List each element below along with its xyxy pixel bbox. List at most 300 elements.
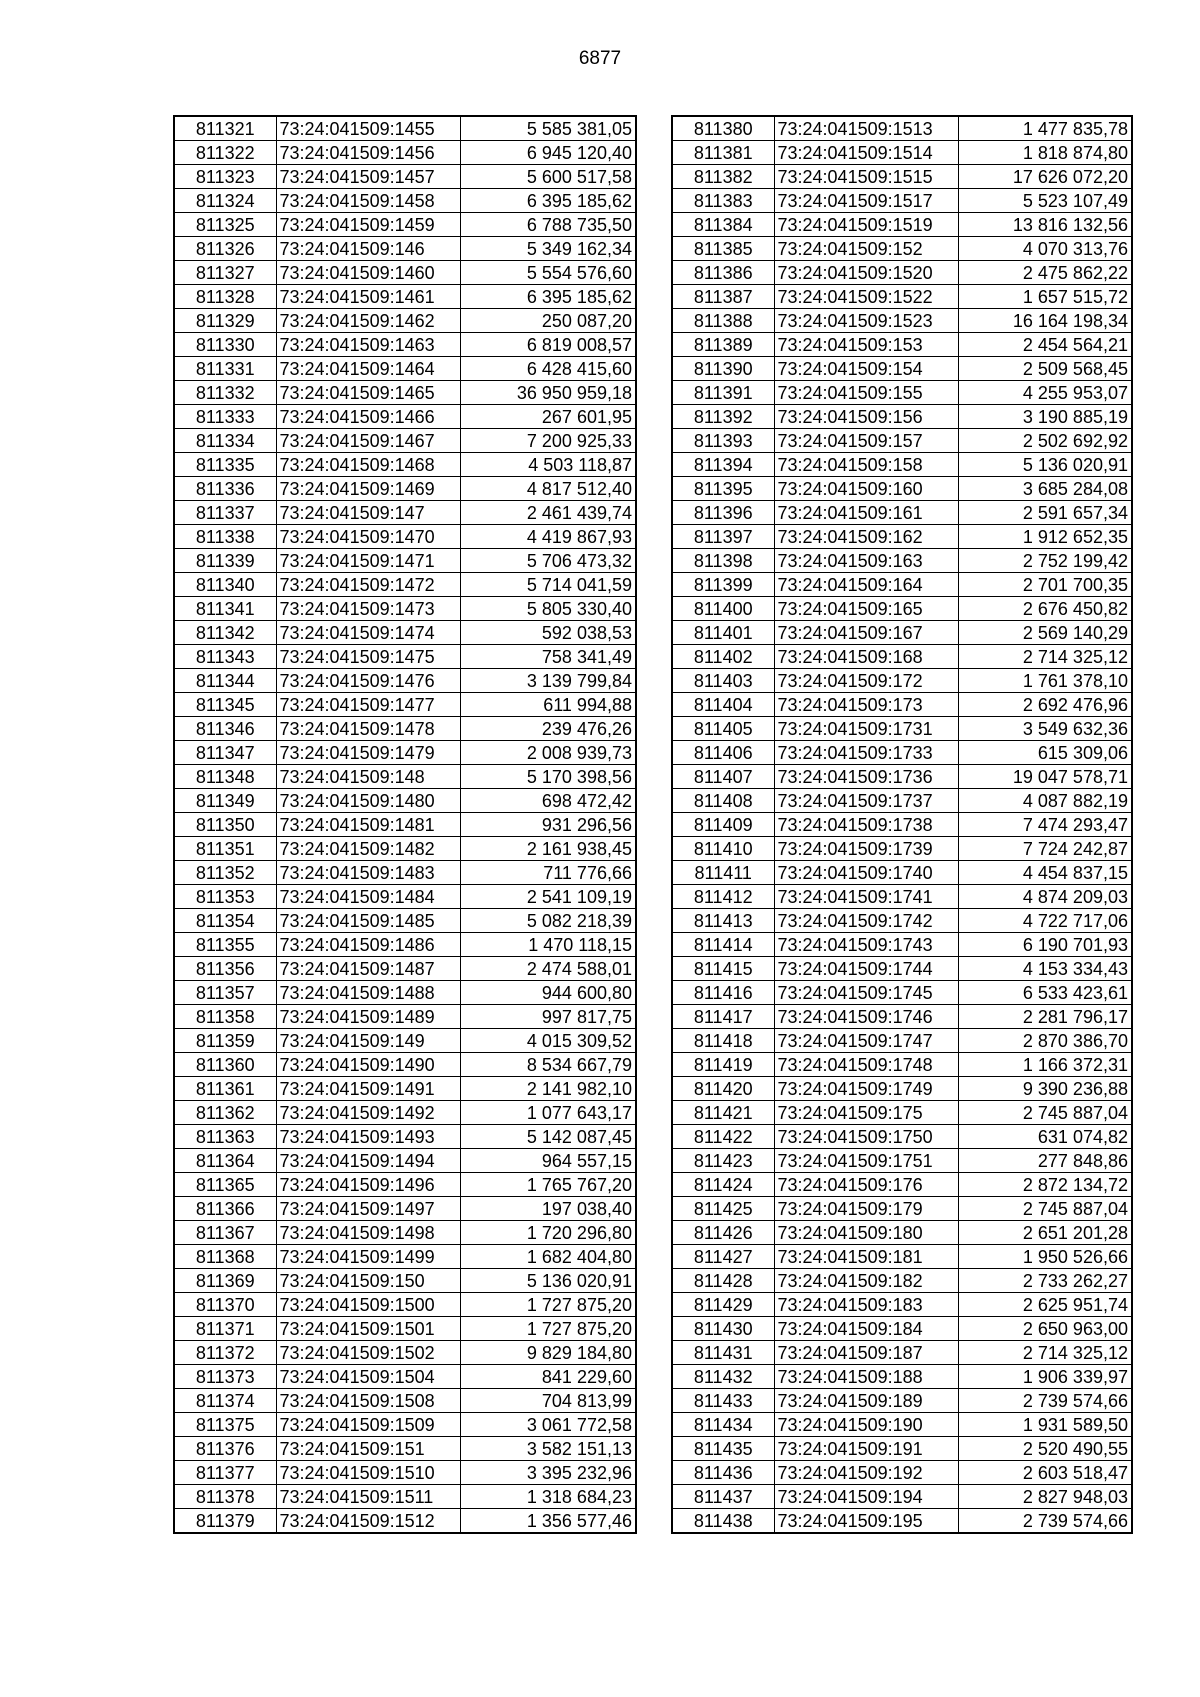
cadastral-number-cell: 73:24:041509:1509 — [276, 1413, 460, 1437]
cadastral-number-cell: 73:24:041509:1523 — [774, 309, 958, 333]
value-cell: 1 931 589,50 — [958, 1413, 1132, 1437]
row-number-cell: 811327 — [174, 261, 276, 285]
table-row — [174, 1437, 636, 1461]
table-row — [672, 1365, 1132, 1389]
value-cell: 1 657 515,72 — [958, 285, 1132, 309]
table-row — [672, 381, 1132, 405]
cadastral-number-cell: 73:24:041509:175 — [774, 1101, 958, 1125]
table-row — [174, 717, 636, 741]
table-row — [672, 333, 1132, 357]
value-cell: 6 788 735,50 — [460, 213, 636, 237]
table-row — [672, 309, 1132, 333]
value-cell: 6 395 185,62 — [460, 189, 636, 213]
value-cell: 250 087,20 — [460, 309, 636, 333]
cadastral-number-cell: 73:24:041509:156 — [774, 405, 958, 429]
table-row — [174, 381, 636, 405]
row-number-cell: 811425 — [672, 1197, 774, 1221]
row-number-cell: 811347 — [174, 741, 276, 765]
table-row — [672, 957, 1132, 981]
table-row — [672, 909, 1132, 933]
row-number-cell: 811424 — [672, 1173, 774, 1197]
cadastral-number-cell: 73:24:041509:1487 — [276, 957, 460, 981]
value-cell: 6 395 185,62 — [460, 285, 636, 309]
value-cell: 2 603 518,47 — [958, 1461, 1132, 1485]
value-cell: 2 625 951,74 — [958, 1293, 1132, 1317]
cadastral-number-cell: 73:24:041509:1515 — [774, 165, 958, 189]
value-cell: 2 692 476,96 — [958, 693, 1132, 717]
row-number-cell: 811366 — [174, 1197, 276, 1221]
table-row — [672, 669, 1132, 693]
cadastral-number-cell: 73:24:041509:168 — [774, 645, 958, 669]
value-cell: 6 819 008,57 — [460, 333, 636, 357]
cadastral-number-cell: 73:24:041509:1481 — [276, 813, 460, 837]
cadastral-number-cell: 73:24:041509:1466 — [276, 405, 460, 429]
row-number-cell: 811429 — [672, 1293, 774, 1317]
cadastral-number-cell: 73:24:041509:1461 — [276, 285, 460, 309]
cadastral-number-cell: 73:24:041509:1749 — [774, 1077, 958, 1101]
value-cell: 6 428 415,60 — [460, 357, 636, 381]
value-cell: 5 706 473,32 — [460, 549, 636, 573]
value-cell: 3 395 232,96 — [460, 1461, 636, 1485]
value-cell: 704 813,99 — [460, 1389, 636, 1413]
row-number-cell: 811331 — [174, 357, 276, 381]
row-number-cell: 811373 — [174, 1365, 276, 1389]
table-row — [672, 789, 1132, 813]
row-number-cell: 811387 — [672, 285, 774, 309]
row-number-cell: 811417 — [672, 1005, 774, 1029]
value-cell: 2 281 796,17 — [958, 1005, 1132, 1029]
cadastral-number-cell: 73:24:041509:1493 — [276, 1125, 460, 1149]
table-row — [174, 1149, 636, 1173]
cadastral-number-cell: 73:24:041509:1488 — [276, 981, 460, 1005]
value-cell: 19 047 578,71 — [958, 765, 1132, 789]
row-number-cell: 811337 — [174, 501, 276, 525]
row-number-cell: 811400 — [672, 597, 774, 621]
row-number-cell: 811427 — [672, 1245, 774, 1269]
table-row — [672, 1293, 1132, 1317]
row-number-cell: 811383 — [672, 189, 774, 213]
cadastral-number-cell: 73:24:041509:1731 — [774, 717, 958, 741]
row-number-cell: 811377 — [174, 1461, 276, 1485]
table-row — [174, 453, 636, 477]
cadastral-number-cell: 73:24:041509:1508 — [276, 1389, 460, 1413]
cadastral-number-cell: 73:24:041509:173 — [774, 693, 958, 717]
value-cell: 6 190 701,93 — [958, 933, 1132, 957]
cadastral-number-cell: 73:24:041509:1485 — [276, 909, 460, 933]
value-cell: 239 476,26 — [460, 717, 636, 741]
row-number-cell: 811354 — [174, 909, 276, 933]
table-row — [174, 141, 636, 165]
value-cell: 1 761 378,10 — [958, 669, 1132, 693]
value-cell: 5 805 330,40 — [460, 597, 636, 621]
cadastral-number-cell: 73:24:041509:1522 — [774, 285, 958, 309]
table-row — [174, 693, 636, 717]
cadastral-number-cell: 73:24:041509:189 — [774, 1389, 958, 1413]
row-number-cell: 811414 — [672, 933, 774, 957]
table-row — [672, 861, 1132, 885]
row-number-cell: 811350 — [174, 813, 276, 837]
value-cell: 2 872 134,72 — [958, 1173, 1132, 1197]
table-row — [672, 1125, 1132, 1149]
value-cell: 2 008 939,73 — [460, 741, 636, 765]
table-row — [174, 429, 636, 453]
row-number-cell: 811415 — [672, 957, 774, 981]
value-cell: 3 139 799,84 — [460, 669, 636, 693]
value-cell: 2 870 386,70 — [958, 1029, 1132, 1053]
cadastral-number-cell: 73:24:041509:1465 — [276, 381, 460, 405]
table-row — [174, 1365, 636, 1389]
table-row — [174, 957, 636, 981]
table-row — [174, 597, 636, 621]
value-cell: 36 950 959,18 — [460, 381, 636, 405]
row-number-cell: 811325 — [174, 213, 276, 237]
cadastral-number-cell: 73:24:041509:1491 — [276, 1077, 460, 1101]
row-number-cell: 811392 — [672, 405, 774, 429]
value-cell: 1 470 118,15 — [460, 933, 636, 957]
row-number-cell: 811332 — [174, 381, 276, 405]
row-number-cell: 811360 — [174, 1053, 276, 1077]
table-row — [174, 981, 636, 1005]
cadastral-number-cell: 73:24:041509:195 — [774, 1509, 958, 1534]
cadastral-number-cell: 73:24:041509:187 — [774, 1341, 958, 1365]
value-cell: 758 341,49 — [460, 645, 636, 669]
value-cell: 1 950 526,66 — [958, 1245, 1132, 1269]
value-cell: 631 074,82 — [958, 1125, 1132, 1149]
value-cell: 4 419 867,93 — [460, 525, 636, 549]
table-row — [174, 1293, 636, 1317]
value-cell: 3 549 632,36 — [958, 717, 1132, 741]
value-cell: 197 038,40 — [460, 1197, 636, 1221]
table-row — [174, 525, 636, 549]
table-row — [672, 693, 1132, 717]
value-cell: 3 685 284,08 — [958, 477, 1132, 501]
value-cell: 711 776,66 — [460, 861, 636, 885]
row-number-cell: 811393 — [672, 429, 774, 453]
row-number-cell: 811365 — [174, 1173, 276, 1197]
cadastral-number-cell: 73:24:041509:1738 — [774, 813, 958, 837]
value-cell: 9 829 184,80 — [460, 1341, 636, 1365]
row-number-cell: 811406 — [672, 741, 774, 765]
table-row — [174, 885, 636, 909]
row-number-cell: 811375 — [174, 1413, 276, 1437]
table-row — [174, 813, 636, 837]
value-cell: 698 472,42 — [460, 789, 636, 813]
cadastral-number-cell: 73:24:041509:148 — [276, 765, 460, 789]
cadastral-number-cell: 73:24:041509:1733 — [774, 741, 958, 765]
row-number-cell: 811399 — [672, 573, 774, 597]
value-cell: 592 038,53 — [460, 621, 636, 645]
value-cell: 4 255 953,07 — [958, 381, 1132, 405]
value-cell: 2 475 862,22 — [958, 261, 1132, 285]
value-cell: 1 727 875,20 — [460, 1293, 636, 1317]
table-row — [672, 116, 1132, 141]
row-number-cell: 811434 — [672, 1413, 774, 1437]
row-number-cell: 811333 — [174, 405, 276, 429]
cadastral-number-cell: 73:24:041509:1745 — [774, 981, 958, 1005]
value-cell: 2 739 574,66 — [958, 1509, 1132, 1534]
row-number-cell: 811426 — [672, 1221, 774, 1245]
row-number-cell: 811421 — [672, 1101, 774, 1125]
value-cell: 4 087 882,19 — [958, 789, 1132, 813]
table-row — [174, 837, 636, 861]
table-row — [174, 645, 636, 669]
cadastral-number-cell: 73:24:041509:1748 — [774, 1053, 958, 1077]
cadastral-number-cell: 73:24:041509:152 — [774, 237, 958, 261]
cadastral-number-cell: 73:24:041509:1519 — [774, 213, 958, 237]
value-cell: 17 626 072,20 — [958, 165, 1132, 189]
table-row — [672, 1029, 1132, 1053]
row-number-cell: 811324 — [174, 189, 276, 213]
row-number-cell: 811418 — [672, 1029, 774, 1053]
value-cell: 1 077 643,17 — [460, 1101, 636, 1125]
cadastral-number-cell: 73:24:041509:1510 — [276, 1461, 460, 1485]
table-row — [672, 1005, 1132, 1029]
value-cell: 16 164 198,34 — [958, 309, 1132, 333]
row-number-cell: 811405 — [672, 717, 774, 741]
value-cell: 2 509 568,45 — [958, 357, 1132, 381]
table-row — [672, 573, 1132, 597]
value-cell: 2 714 325,12 — [958, 1341, 1132, 1365]
table-row — [174, 261, 636, 285]
cadastral-number-cell: 73:24:041509:1494 — [276, 1149, 460, 1173]
cadastral-number-cell: 73:24:041509:191 — [774, 1437, 958, 1461]
row-number-cell: 811370 — [174, 1293, 276, 1317]
table-row — [672, 741, 1132, 765]
cadastral-number-cell: 73:24:041509:1499 — [276, 1245, 460, 1269]
row-number-cell: 811369 — [174, 1269, 276, 1293]
row-number-cell: 811408 — [672, 789, 774, 813]
value-cell: 5 349 162,34 — [460, 237, 636, 261]
row-number-cell: 811381 — [672, 141, 774, 165]
cadastral-number-cell: 73:24:041509:1498 — [276, 1221, 460, 1245]
row-number-cell: 811433 — [672, 1389, 774, 1413]
row-number-cell: 811376 — [174, 1437, 276, 1461]
table-row — [672, 1269, 1132, 1293]
table-row — [174, 357, 636, 381]
cadastral-number-cell: 73:24:041509:176 — [774, 1173, 958, 1197]
value-cell: 3 582 151,13 — [460, 1437, 636, 1461]
table-row — [174, 1125, 636, 1149]
cadastral-number-cell: 73:24:041509:1497 — [276, 1197, 460, 1221]
cadastral-number-cell: 73:24:041509:1459 — [276, 213, 460, 237]
row-number-cell: 811321 — [174, 116, 276, 141]
row-number-cell: 811411 — [672, 861, 774, 885]
table-row — [174, 1389, 636, 1413]
value-cell: 2 454 564,21 — [958, 333, 1132, 357]
value-cell: 841 229,60 — [460, 1365, 636, 1389]
row-number-cell: 811344 — [174, 669, 276, 693]
cadastral-number-cell: 73:24:041509:164 — [774, 573, 958, 597]
row-number-cell: 811336 — [174, 477, 276, 501]
value-cell: 5 523 107,49 — [958, 189, 1132, 213]
table-row — [174, 789, 636, 813]
table-row — [672, 813, 1132, 837]
table-row — [174, 1485, 636, 1509]
table-row — [174, 285, 636, 309]
cadastral-number-cell: 73:24:041509:1467 — [276, 429, 460, 453]
cadastral-number-cell: 73:24:041509:1490 — [276, 1053, 460, 1077]
left-table — [173, 115, 637, 1534]
table-row — [672, 981, 1132, 1005]
value-cell: 7 474 293,47 — [958, 813, 1132, 837]
row-number-cell: 811416 — [672, 981, 774, 1005]
cadastral-number-cell: 73:24:041509:167 — [774, 621, 958, 645]
row-number-cell: 811355 — [174, 933, 276, 957]
row-number-cell: 811412 — [672, 885, 774, 909]
cadastral-number-cell: 73:24:041509:1463 — [276, 333, 460, 357]
cadastral-number-cell: 73:24:041509:1504 — [276, 1365, 460, 1389]
table-row — [672, 453, 1132, 477]
row-number-cell: 811397 — [672, 525, 774, 549]
table-row — [174, 1461, 636, 1485]
row-number-cell: 811420 — [672, 1077, 774, 1101]
cadastral-number-cell: 73:24:041509:1480 — [276, 789, 460, 813]
row-number-cell: 811431 — [672, 1341, 774, 1365]
value-cell: 2 650 963,00 — [958, 1317, 1132, 1341]
table-row — [672, 405, 1132, 429]
cadastral-number-cell: 73:24:041509:1520 — [774, 261, 958, 285]
value-cell: 5 170 398,56 — [460, 765, 636, 789]
row-number-cell: 811382 — [672, 165, 774, 189]
cadastral-number-cell: 73:24:041509:182 — [774, 1269, 958, 1293]
table-row — [672, 1197, 1132, 1221]
value-cell: 13 816 132,56 — [958, 213, 1132, 237]
cadastral-number-cell: 73:24:041509:160 — [774, 477, 958, 501]
cadastral-number-cell: 73:24:041509:172 — [774, 669, 958, 693]
cadastral-number-cell: 73:24:041509:1492 — [276, 1101, 460, 1125]
value-cell: 277 848,86 — [958, 1149, 1132, 1173]
value-cell: 4 015 309,52 — [460, 1029, 636, 1053]
value-cell: 944 600,80 — [460, 981, 636, 1005]
cadastral-number-cell: 73:24:041509:1483 — [276, 861, 460, 885]
value-cell: 611 994,88 — [460, 693, 636, 717]
row-number-cell: 811358 — [174, 1005, 276, 1029]
cadastral-number-cell: 73:24:041509:162 — [774, 525, 958, 549]
table-row — [174, 333, 636, 357]
table-row — [672, 237, 1132, 261]
value-cell: 5 082 218,39 — [460, 909, 636, 933]
row-number-cell: 811390 — [672, 357, 774, 381]
table-row — [174, 237, 636, 261]
value-cell: 5 136 020,91 — [958, 453, 1132, 477]
table-row — [174, 861, 636, 885]
value-cell: 2 591 657,34 — [958, 501, 1132, 525]
row-number-cell: 811394 — [672, 453, 774, 477]
row-number-cell: 811409 — [672, 813, 774, 837]
table-row — [174, 573, 636, 597]
table-row — [672, 189, 1132, 213]
cadastral-number-cell: 73:24:041509:1477 — [276, 693, 460, 717]
cadastral-number-cell: 73:24:041509:1747 — [774, 1029, 958, 1053]
value-cell: 5 585 381,05 — [460, 116, 636, 141]
table-row — [174, 165, 636, 189]
row-number-cell: 811422 — [672, 1125, 774, 1149]
value-cell: 964 557,15 — [460, 1149, 636, 1173]
table-row — [174, 741, 636, 765]
row-number-cell: 811435 — [672, 1437, 774, 1461]
cadastral-number-cell: 73:24:041509:161 — [774, 501, 958, 525]
table-row — [672, 645, 1132, 669]
cadastral-number-cell: 73:24:041509:194 — [774, 1485, 958, 1509]
cadastral-number-cell: 73:24:041509:1513 — [774, 116, 958, 141]
row-number-cell: 811330 — [174, 333, 276, 357]
row-number-cell: 811340 — [174, 573, 276, 597]
row-number-cell: 811438 — [672, 1509, 774, 1534]
row-number-cell: 811357 — [174, 981, 276, 1005]
cadastral-number-cell: 73:24:041509:1496 — [276, 1173, 460, 1197]
table-row — [174, 405, 636, 429]
cadastral-number-cell: 73:24:041509:149 — [276, 1029, 460, 1053]
value-cell: 1 166 372,31 — [958, 1053, 1132, 1077]
cadastral-number-cell: 73:24:041509:1514 — [774, 141, 958, 165]
row-number-cell: 811389 — [672, 333, 774, 357]
row-number-cell: 811322 — [174, 141, 276, 165]
row-number-cell: 811339 — [174, 549, 276, 573]
row-number-cell: 811378 — [174, 1485, 276, 1509]
value-cell: 2 733 262,27 — [958, 1269, 1132, 1293]
cadastral-number-cell: 73:24:041509:180 — [774, 1221, 958, 1245]
row-number-cell: 811352 — [174, 861, 276, 885]
table-row — [174, 1029, 636, 1053]
row-number-cell: 811398 — [672, 549, 774, 573]
row-number-cell: 811362 — [174, 1101, 276, 1125]
row-number-cell: 811349 — [174, 789, 276, 813]
cadastral-number-cell: 73:24:041509:192 — [774, 1461, 958, 1485]
cadastral-number-cell: 73:24:041509:1750 — [774, 1125, 958, 1149]
cadastral-number-cell: 73:24:041509:1479 — [276, 741, 460, 765]
value-cell: 2 827 948,03 — [958, 1485, 1132, 1509]
table-row — [672, 1221, 1132, 1245]
table-row — [174, 116, 636, 141]
row-number-cell: 811372 — [174, 1341, 276, 1365]
value-cell: 2 474 588,01 — [460, 957, 636, 981]
table-row — [672, 501, 1132, 525]
row-number-cell: 811385 — [672, 237, 774, 261]
table-row — [174, 1245, 636, 1269]
table-row — [672, 1485, 1132, 1509]
row-number-cell: 811384 — [672, 213, 774, 237]
row-number-cell: 811379 — [174, 1509, 276, 1534]
row-number-cell: 811367 — [174, 1221, 276, 1245]
value-cell: 5 714 041,59 — [460, 573, 636, 597]
row-number-cell: 811335 — [174, 453, 276, 477]
row-number-cell: 811407 — [672, 765, 774, 789]
cadastral-number-cell: 73:24:041509:151 — [276, 1437, 460, 1461]
table-row — [672, 525, 1132, 549]
cadastral-number-cell: 73:24:041509:1482 — [276, 837, 460, 861]
cadastral-number-cell: 73:24:041509:1501 — [276, 1317, 460, 1341]
table-row — [672, 1245, 1132, 1269]
cadastral-number-cell: 73:24:041509:1737 — [774, 789, 958, 813]
cadastral-number-cell: 73:24:041509:1743 — [774, 933, 958, 957]
cadastral-number-cell: 73:24:041509:1740 — [774, 861, 958, 885]
table-row — [174, 309, 636, 333]
table-row — [672, 1413, 1132, 1437]
value-cell: 4 153 334,43 — [958, 957, 1132, 981]
row-number-cell: 811356 — [174, 957, 276, 981]
table-row — [672, 933, 1132, 957]
table-row — [174, 1077, 636, 1101]
cadastral-number-cell: 73:24:041509:188 — [774, 1365, 958, 1389]
page-number: 6877 — [578, 48, 622, 69]
table-row — [174, 1269, 636, 1293]
cadastral-number-cell: 73:24:041509:1473 — [276, 597, 460, 621]
table-row — [672, 261, 1132, 285]
cadastral-number-cell: 73:24:041509:158 — [774, 453, 958, 477]
table-row — [672, 1389, 1132, 1413]
row-number-cell: 811363 — [174, 1125, 276, 1149]
value-cell: 997 817,75 — [460, 1005, 636, 1029]
